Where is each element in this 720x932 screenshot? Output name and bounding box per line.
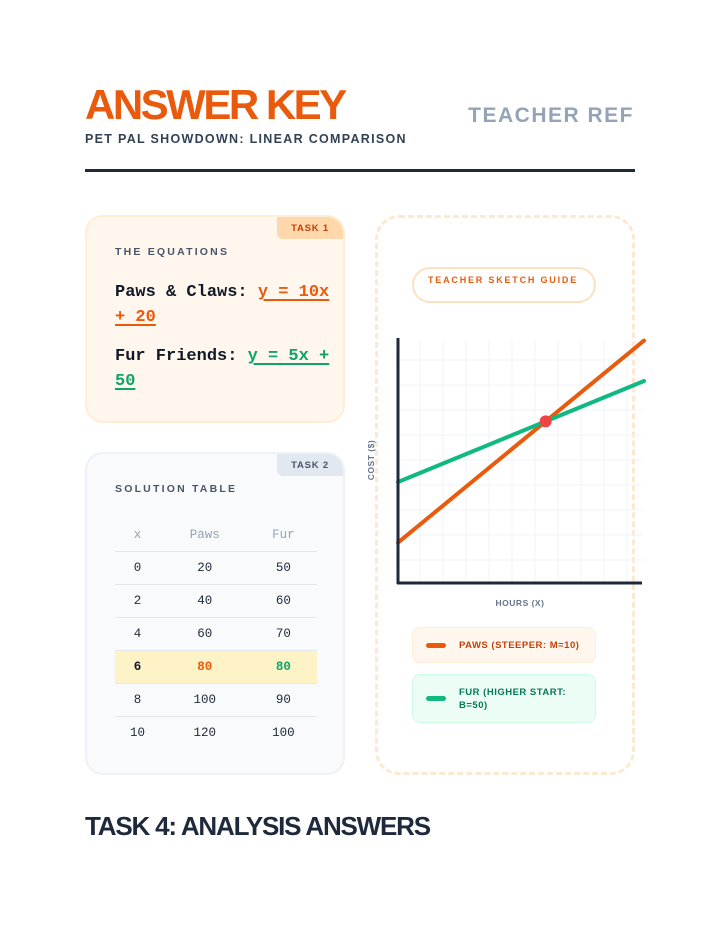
legend-label-paws: PAWS (STEEPER: M=10)	[459, 640, 580, 651]
fur-name: Fur Friends:	[115, 347, 248, 366]
fur-equation-line	[115, 344, 335, 394]
intersection-point	[540, 415, 552, 427]
legend-label-fur: FUR (HIGHER START: B=50)	[459, 687, 566, 711]
legend-swatch-paws	[426, 643, 446, 648]
legend-swatch-fur	[426, 696, 446, 701]
page-subtitle: PET PAL SHOWDOWN: LINEAR COMPARISON	[85, 132, 407, 146]
header-divider	[85, 169, 635, 172]
cell-x: 4	[115, 617, 160, 650]
paws-equation: y = 10x + 20	[115, 283, 330, 327]
solution-table-card	[85, 452, 345, 775]
cell-paws: 20	[160, 551, 250, 584]
fur-line	[398, 381, 644, 482]
equations-card	[85, 215, 345, 423]
cell-fur: 70	[250, 617, 317, 650]
cell-fur: 90	[250, 683, 317, 716]
cell-x: 2	[115, 584, 160, 617]
cell-paws: 40	[160, 584, 250, 617]
x-axis-label: HOURS (X)	[495, 598, 545, 608]
page-title: ANSWER KEY	[85, 81, 345, 128]
cell-x: 10	[129, 725, 145, 740]
teacher-ref-badge: TEACHER REF	[468, 104, 634, 127]
equations-label: THE EQUATIONS	[115, 246, 230, 258]
solution-table-label: SOLUTION TABLE	[115, 483, 238, 495]
cell-paws: 60	[160, 617, 250, 650]
table-row	[115, 584, 317, 617]
column-header-paws: Paws	[160, 520, 250, 551]
table-row	[115, 617, 317, 650]
cell-x: 6	[115, 650, 160, 683]
cell-paws: 100	[160, 683, 250, 716]
solution-table	[115, 520, 317, 749]
paws-equation-line	[115, 280, 335, 330]
table-row-highlighted	[115, 650, 317, 683]
cell-fur: 60	[250, 584, 317, 617]
task4-heading: TASK 4: ANALYSIS ANSWERS	[85, 811, 430, 841]
sketch-guide-label: TEACHER SKETCH GUIDE	[412, 267, 596, 303]
cell-paws: 120	[193, 725, 217, 740]
legend-paws	[412, 627, 596, 663]
sketch-chart	[360, 330, 660, 620]
legend-fur	[412, 674, 596, 723]
cell-paws: 80	[160, 650, 250, 683]
paws-line	[398, 341, 644, 543]
cell-x: 0	[115, 551, 160, 584]
task2-tab: TASK 2	[277, 454, 343, 476]
y-axis-label: COST ($)	[366, 439, 376, 481]
table-row	[115, 551, 317, 584]
cell-fur: 50	[250, 551, 317, 584]
cell-x: 8	[115, 683, 160, 716]
fur-equation: y = 5x + 50	[115, 347, 330, 391]
task1-tab: TASK 1	[277, 217, 343, 239]
table-header-row	[115, 520, 317, 551]
table-row	[115, 716, 317, 749]
cell-fur: 100	[272, 725, 295, 740]
table-row	[115, 683, 317, 716]
cell-fur: 80	[250, 650, 317, 683]
column-header-fur: Fur	[250, 520, 317, 551]
column-header-x: x	[115, 520, 160, 551]
paws-name: Paws & Claws:	[115, 283, 258, 302]
chart-grid	[398, 340, 642, 583]
